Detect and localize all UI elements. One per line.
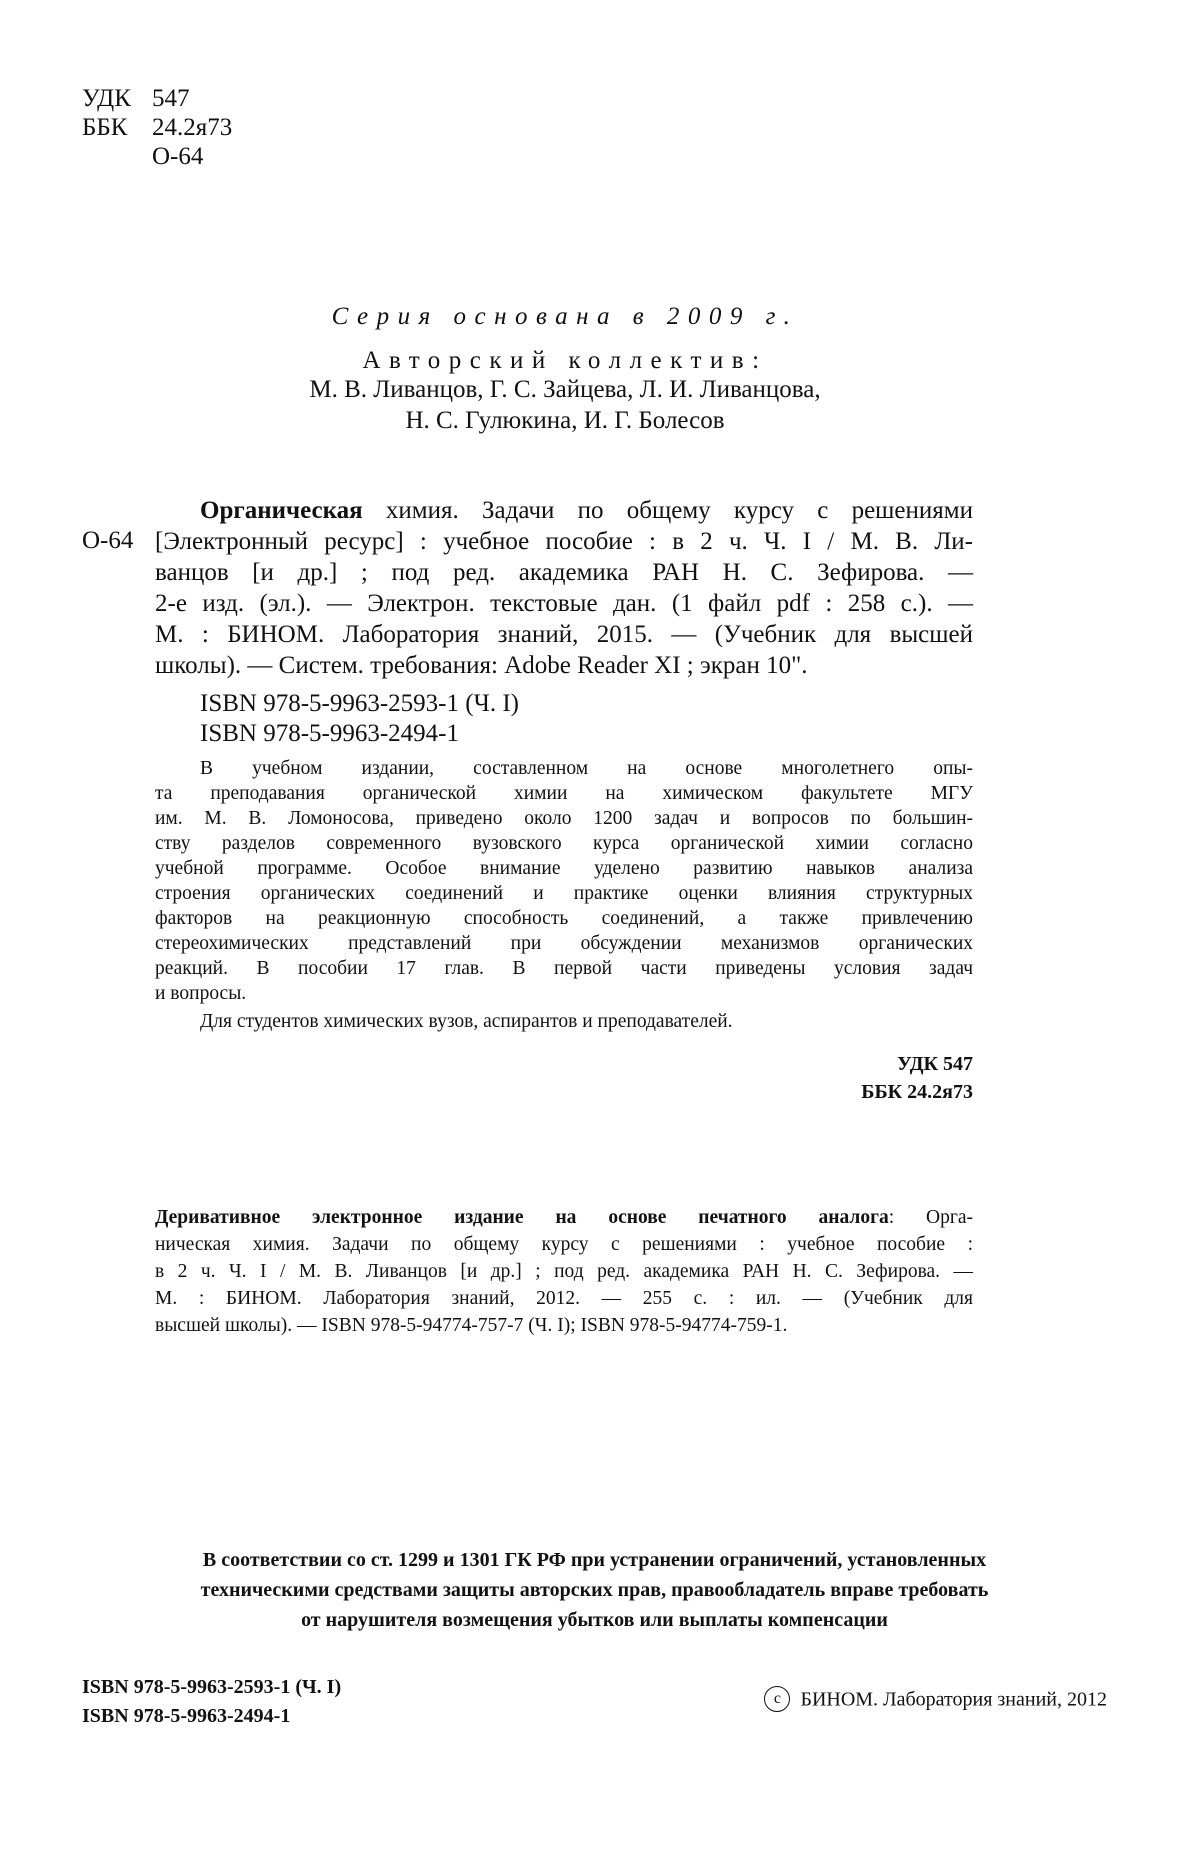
authors-line-1: М. В. Ливанцов, Г. С. Зайцева, Л. И. Ливанцова, <box>309 376 821 403</box>
udk-row <box>82 84 232 113</box>
annotation-line: реакций. В пособии 17 глав. В первой части приведены условия задач <box>155 958 973 979</box>
legal-line-1: В соответствии со ст. 1299 и 1301 ГК РФ при устранении ограничений, установленных <box>202 1549 987 1571</box>
bbk-right: ББК 24.2я73 <box>861 1081 973 1103</box>
isbn-part: ISBN 978-5-9963-2593-1 (Ч. I) <box>200 690 519 717</box>
annotation-audience: Для студентов химических вузов, аспирантов и преподавателей. <box>200 1011 733 1032</box>
entry-title-bold: Органическая <box>200 497 363 524</box>
entry-line-5: М. : БИНОМ. Лаборатория знаний, 2015. — (Учебник для высшей <box>155 621 973 648</box>
author-cipher: О-64 <box>152 143 204 170</box>
series-note: Серия основана в 2009 г. <box>331 303 799 330</box>
entry-line-2: [Электронный ресурс] : учебное пособие : в 2 ч. Ч. I / М. В. Ли- <box>155 528 973 555</box>
udk-right: УДК 547 <box>897 1053 973 1075</box>
udk-label: УДК <box>82 85 131 112</box>
entry-title-rest: химия. Задачи по общему курсу с решениями <box>362 497 973 524</box>
annotation-line: стереохимических представлений при обсуждении механизмов органических <box>155 933 973 954</box>
derivative-line-2: ническая химия. Задачи по общему курсу с решениями : учебное пособие : <box>155 1234 973 1255</box>
bbk-label: ББК <box>82 114 128 141</box>
footer-isbn-1: ISBN 978-5-9963-2593-1 (Ч. I) <box>82 1676 342 1698</box>
entry-line-6: школы). — Систем. требования: Adobe Reader XI ; экран 10". <box>155 652 808 679</box>
copyright <box>764 1688 1107 1714</box>
annotation-line: та преподавания органической химии на химическом факультете МГУ <box>155 783 973 804</box>
annotation-line: ству разделов современного вузовского курса органической химии согласно <box>155 833 973 854</box>
authors-heading: Авторский коллектив: <box>362 347 768 374</box>
derivative-line-5: высшей школы). — ISBN 978-5-94774-757-7 (Ч. I); ISBN 978-5-94774-759-1. <box>155 1315 788 1336</box>
legal-line-3: от нарушителя возмещения убытков или выплаты компенсации <box>301 1609 888 1631</box>
isbn-full: ISBN 978-5-9963-2494-1 <box>200 720 460 747</box>
udk-bbk-right <box>861 1050 973 1106</box>
footer-isbn-2: ISBN 978-5-9963-2494-1 <box>82 1705 291 1727</box>
author-cipher-row <box>82 142 232 171</box>
derivative-line-4: М. : БИНОМ. Лаборатория знаний, 2012. — 255 с. : ил. — (Учебник для <box>155 1288 973 1309</box>
entry-line-1 <box>200 496 973 526</box>
annotation-line: учебной программе. Особое внимание уделено развитию навыков анализа <box>155 858 973 879</box>
bbk-row <box>82 113 232 142</box>
annotation-line: факторов на реакционную способность соединений, а также привлечению <box>155 908 973 929</box>
annotation-line: им. М. В. Ломоносова, приведено около 1200 задач и вопросов по большин- <box>155 808 973 829</box>
udk-value: 547 <box>152 85 190 112</box>
derivative-line-3: в 2 ч. Ч. I / М. В. Ливанцов [и др.] ; под ред. академика РАН Н. С. Зефирова. — <box>155 1261 973 1282</box>
entry-line-4: 2-е изд. (эл.). — Электрон. текстовые дан. (1 файл pdf : 258 с.). — <box>155 590 973 617</box>
legal-line-2: техническими средствами защиты авторских прав, правообладатель вправе требовать <box>200 1579 989 1601</box>
authors-line-2: Н. С. Гулюкина, И. Г. Болесов <box>405 407 725 434</box>
annotation-line: строения органических соединений и практике оценки влияния структурных <box>155 883 973 904</box>
bbk-value: 24.2я73 <box>152 114 233 141</box>
copyright-symbol: c <box>764 1686 790 1712</box>
derivative-line-1-rest: : Орга- <box>888 1207 973 1228</box>
derivative-bold: Деривативное электронное издание на основе печатного аналога <box>155 1207 889 1228</box>
copyright-text: БИНОМ. Лаборатория знаний, 2012 <box>800 1688 1107 1711</box>
classification-codes <box>82 84 232 171</box>
derivative-line-1 <box>155 1204 973 1231</box>
entry-line-3: ванцов [и др.] ; под ред. академика РАН Н. С. Зефирова. — <box>155 559 973 586</box>
entry-cipher: О-64 <box>82 527 134 554</box>
annotation-line: В учебном издании, составленном на основе многолетнего опы- <box>200 758 973 779</box>
annotation-line: и вопросы. <box>155 983 247 1004</box>
